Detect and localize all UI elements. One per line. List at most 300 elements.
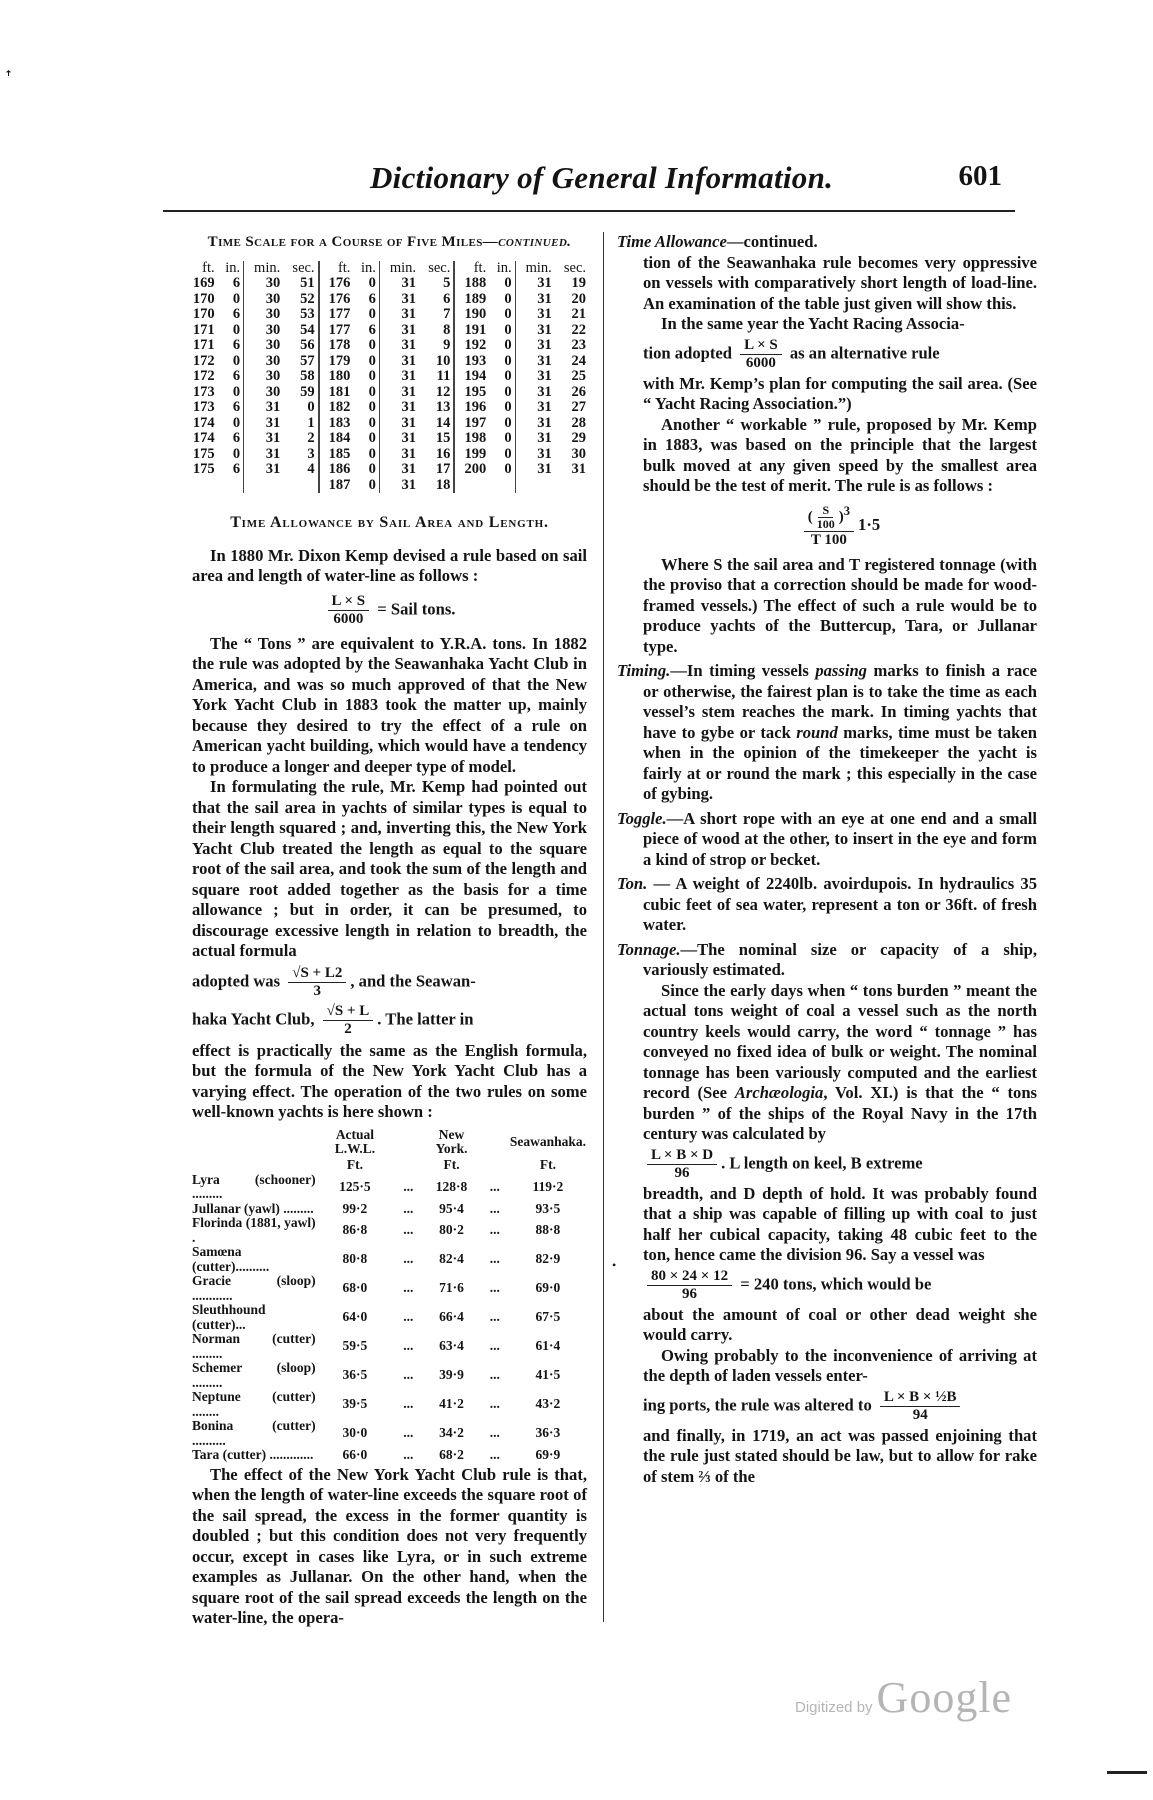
scale-cell: 0 [504, 306, 512, 322]
entry-toggle: Toggle.—A short rope with an eye at one end and a small piece of wood at the other, to insert in the eye and form a kind of strop or becket. [617, 808, 1037, 869]
scale-cell: 8 [443, 321, 451, 338]
scale-cell: 0 [504, 321, 512, 338]
scale-cell: 176 [319, 292, 354, 308]
scale-cell: 0 [232, 321, 241, 338]
formula-kemp: ( $\frac{S}{100}$ )$^3$ T 100 1·5 [617, 503, 1037, 549]
scale-cell: 31 [515, 354, 555, 370]
formula-numerator: L × S [328, 593, 370, 611]
scale-cell: 193 [454, 354, 489, 370]
scale-cell: 7 [443, 306, 451, 322]
dots: ... [489, 1425, 500, 1441]
scale-cell: 0 [504, 352, 512, 369]
scale-cell: 31 [515, 276, 555, 292]
scale-cell: 54 [300, 321, 315, 338]
scale-cell: 6 [232, 461, 241, 477]
scale-cell: 6 [232, 275, 241, 291]
scale-cell: 177 [319, 307, 354, 323]
dots: ... [403, 1396, 414, 1412]
scale-cell: 24 [571, 352, 586, 369]
scale-cell: 2 [307, 430, 315, 446]
yacht-seawanhaka: 36·3 [535, 1425, 561, 1441]
scale-cell: 27 [571, 399, 586, 415]
scale-cell: 0 [307, 399, 315, 415]
formula-text: = Sail tons. [377, 598, 456, 618]
scale-cell: 31 [379, 462, 419, 478]
yacht-seawanhaka: 93·5 [535, 1200, 561, 1216]
paragraph: In the same year the Yacht Racing Associa- [661, 314, 965, 333]
yacht-row [192, 1274, 587, 1303]
scale-cell: 51 [300, 275, 315, 291]
scale-cell: 3 [307, 445, 315, 462]
scale-cell: 31 [379, 416, 419, 432]
scale-cell: 59 [300, 383, 315, 400]
scale-cell: 6 [232, 337, 241, 353]
scale-cell: 178 [319, 338, 354, 354]
yacht-row [192, 1390, 587, 1419]
scale-row [184, 338, 589, 354]
scale-cell: 11 [436, 368, 451, 384]
scale-cell: 31 [244, 462, 284, 478]
scale-cell: 186 [319, 462, 354, 478]
paragraph-formula-line: $\frac{L \times B \times D}{96}$ . L length on keel, B extreme [617, 1147, 1037, 1182]
scale-cell: 31 [515, 416, 555, 432]
scale-cell: 187 [319, 478, 354, 494]
dots: ... [489, 1280, 500, 1296]
scale-cell: 190 [454, 307, 489, 323]
scale-cell: 26 [571, 383, 586, 400]
yacht-newyork: 41·2 [439, 1396, 464, 1412]
yacht-seawanhaka: 119·2 [532, 1178, 564, 1194]
yacht-newyork: 63·4 [439, 1338, 464, 1354]
scale-cell: 52 [300, 290, 315, 307]
scale-table-caption: Time Scale for a Course of Five Miles—continued. [207, 234, 572, 250]
yacht-seawanhaka: 61·4 [535, 1338, 561, 1354]
dots: ... [489, 1251, 500, 1267]
scale-col-header: min. [379, 261, 419, 277]
scale-cell: 19 [571, 275, 586, 291]
scale-cell: 31 [379, 431, 419, 447]
scale-cell: 16 [435, 445, 451, 462]
yacht-newyork: 95·4 [439, 1200, 464, 1216]
scale-col-header: ft. [319, 261, 354, 277]
scale-cell: 30 [244, 276, 284, 292]
scale-cell: 173 [192, 383, 215, 400]
yacht-seawanhaka: 69·9 [535, 1447, 561, 1462]
scale-cell: 175 [192, 461, 215, 477]
scale-cell: 31 [244, 447, 284, 463]
yacht-name: Bonina (cutter) .......... [192, 1418, 316, 1448]
scale-row [184, 369, 589, 385]
scale-cell: 0 [504, 383, 512, 400]
scale-cell: 56 [300, 337, 315, 353]
scale-header-row [184, 261, 589, 277]
entry-tonnage: Tonnage.—The nominal size or capacity of a ship, variously estimated. [617, 939, 1037, 980]
scale-cell: 179 [319, 354, 354, 370]
paragraph-formula-line: adopted was $\frac{√S + L2}{3}$ , and the Seawan- [192, 964, 476, 999]
paragraph: Since the early days when “ tons burden ” meant the actual tons weight of coal a vessel such as the north country keels would carry, the word “ tonnage ” has conveyed no fixed idea of bulk or weight. The nominal tonnage has been variously computed and the earliest record (See Archæologia, Vol. XI.) is that the “ tons burden ” of the ships of the Royal Navy in the 17th century was calculated by [643, 980, 1038, 1144]
scale-cell: 175 [192, 445, 215, 462]
scale-cell: 20 [571, 290, 586, 307]
scale-row [184, 462, 589, 478]
scale-cell: 171 [192, 321, 215, 338]
yacht-seawanhaka: 41·5 [535, 1367, 561, 1383]
scale-cell: 173 [192, 399, 215, 415]
yacht-units-row: Ft. Ft. Ft. [346, 1156, 556, 1172]
scale-cell: 180 [319, 369, 354, 385]
scale-cell: 23 [571, 337, 586, 353]
scale-cell: 170 [192, 306, 215, 322]
scale-cell: 185 [319, 447, 354, 463]
paragraph-formula-line: $\frac{80 \times 24 \times 12}{96}$ = 240 tons, which would be [617, 1268, 1037, 1303]
scale-cell: 172 [192, 368, 215, 384]
scale-cell: 58 [300, 368, 315, 384]
scale-cell: 0 [504, 414, 512, 431]
yacht-comparison-table [192, 1127, 587, 1463]
scale-cell [555, 478, 589, 494]
paragraph-formula-line: ing ports, the rule was altered to $\frac{\text{L × B × ½B}}{94}$ [617, 1389, 1037, 1424]
scale-cell: 31 [379, 338, 419, 354]
digitized-watermark: Digitized by Google [795, 1673, 1013, 1722]
scale-cell: 28 [571, 414, 586, 431]
scale-cell: 21 [571, 306, 586, 322]
yacht-seawanhaka: 43·2 [535, 1396, 561, 1412]
yacht-row [192, 1303, 587, 1332]
scale-cell: 177 [319, 323, 354, 339]
scale-cell: 0 [504, 445, 512, 462]
yacht-lwl: 99·2 [342, 1200, 368, 1216]
yacht-row [192, 1173, 587, 1202]
scale-col-header: in. [360, 259, 376, 276]
dots: ... [489, 1338, 500, 1354]
scale-col-header: in. [496, 259, 512, 276]
scale-cell: 0 [504, 399, 512, 415]
scale-cell: 0 [232, 352, 241, 369]
dots: ... [489, 1178, 500, 1194]
yacht-row [192, 1332, 587, 1361]
scale-cell: 0 [232, 290, 241, 307]
scale-cell: 172 [192, 352, 215, 369]
scale-cell: 17 [435, 461, 451, 477]
scale-cell: 13 [435, 399, 451, 415]
yacht-lwl: 39·5 [342, 1396, 368, 1412]
scale-col-header: in. [225, 259, 241, 276]
dots: ... [403, 1367, 414, 1383]
yacht-lwl: 86·8 [342, 1222, 368, 1238]
scale-cell: 191 [454, 323, 489, 339]
corner-mark [1107, 1771, 1147, 1774]
scale-cell [489, 478, 515, 494]
scale-cell: 0 [368, 275, 376, 291]
scale-row [184, 323, 589, 339]
paragraph: with Mr. Kemp’s plan for computing the sail area. (See “ Yacht Racing Association.”) [643, 373, 1037, 413]
scale-row [184, 276, 589, 292]
scale-cell: 169 [192, 275, 215, 291]
paragraph-formula-line: tion adopted $\frac{L \times S}{6000}$ as an alternative rule [643, 336, 940, 371]
dots: ... [403, 1280, 414, 1296]
scale-row [184, 447, 589, 463]
scale-row [184, 354, 589, 370]
scale-cell: 15 [435, 430, 451, 446]
scale-cell: 22 [571, 321, 586, 338]
scale-cell: 29 [571, 430, 586, 446]
yacht-newyork: 82·4 [439, 1251, 464, 1267]
col-header-newyork: New York. [435, 1126, 468, 1156]
yacht-row [192, 1419, 587, 1448]
scale-cell: 30 [244, 354, 284, 370]
scale-cell [283, 478, 318, 494]
scale-cell: 0 [368, 445, 376, 462]
yacht-header-row [192, 1127, 587, 1157]
yacht-row [192, 1202, 587, 1217]
yacht-lwl: 80·8 [342, 1251, 368, 1267]
scale-cell: 31 [379, 323, 419, 339]
formula-denominator: 6000 [333, 610, 364, 627]
entry-timing: Timing.—In timing vessels passing marks to finish a race or otherwise, the fairest plan is to take the time as each vessel’s stem reaches the mark. In timing yachts that have to gybe or tack round marks, time must be taken when in the opinion of the timekeeper the yacht is fairly at or round the mark ; this especially in the case of gybing. [617, 661, 1037, 804]
scale-cell: 30 [244, 292, 284, 308]
scale-cell: 194 [454, 369, 489, 385]
scale-cell: 0 [504, 368, 512, 384]
dots: ... [403, 1178, 414, 1194]
scale-cell: 31 [571, 461, 586, 477]
scale-cell: 30 [244, 385, 284, 401]
margin-bullet: • [612, 1258, 617, 1272]
paragraph: effect is practically the same as the English formula, but the formula of the New York Yacht Club has a varying effect. The operation of the two rules on some well-known yachts is here shown : [192, 1040, 587, 1121]
yacht-name: Neptune (cutter) ........ [192, 1389, 316, 1419]
dots: ... [403, 1222, 414, 1238]
yacht-name: Jullanar (yawl) ......... [192, 1200, 314, 1216]
dots: ... [403, 1447, 414, 1462]
yacht-lwl: 59·5 [342, 1338, 368, 1354]
scale-cell: 18 [435, 476, 451, 493]
right-column [617, 232, 1037, 1487]
scale-cell: 6 [232, 430, 241, 446]
formula-sail-tons [192, 593, 587, 628]
scale-cell: 0 [504, 430, 512, 446]
scale-cell: 0 [232, 414, 241, 431]
yacht-seawanhaka: 88·8 [535, 1222, 561, 1238]
scale-cell: 0 [368, 306, 376, 322]
dots: ... [403, 1338, 414, 1354]
paragraph: The effect of the New York Yacht Club rule is that, when the length of water-line exceeds the square root of the sail spread, the excess in the former quantity is doubled ; but this condition does not very frequently occur, except in cases like Lyra, or in such extreme examples as Jullanar. On the other hand, when the square root of the sail spread exceeds the length on the water-line, the opera- [192, 1464, 587, 1627]
scale-cell: 31 [515, 385, 555, 401]
scale-cell: 30 [571, 445, 586, 462]
scale-cell: 198 [454, 431, 489, 447]
yacht-newyork: 80·2 [439, 1222, 464, 1238]
paragraph: and finally, in 1719, an act was passed enjoining that the rule just stated should be law, but to allow for rake of stem ⅔ of the [643, 1425, 1037, 1486]
scale-cell: 197 [454, 416, 489, 432]
yacht-row [192, 1216, 587, 1245]
scale-row [184, 478, 589, 494]
yacht-seawanhaka: 69·0 [535, 1280, 561, 1296]
yacht-seawanhaka: 67·5 [535, 1309, 561, 1325]
yacht-seawanhaka: 82·9 [535, 1251, 561, 1267]
scale-row [184, 431, 589, 447]
scale-cell: 31 [379, 385, 419, 401]
yacht-name: Schemer (sloop) ......... [192, 1360, 316, 1390]
scale-body [184, 276, 589, 493]
scale-cell [515, 478, 555, 494]
scale-col-header: sec. [563, 259, 586, 276]
continued-heading: Time Allowance—continued. [617, 232, 818, 251]
scale-cell: 6 [232, 306, 241, 322]
scale-cell: 0 [368, 476, 376, 493]
scale-cell: 0 [368, 399, 376, 415]
paragraph: breadth, and D depth of hold. It was probably found that a ship was capable of filling up with coal to just half her cubical capacity, taking 48 cubic feet to the ton, hence came the division 96. Say a vessel was [643, 1183, 1037, 1265]
scale-cell: 6 [443, 290, 451, 307]
scale-cell: 0 [504, 461, 512, 477]
yacht-lwl: 66·0 [342, 1447, 368, 1462]
scale-cell: 30 [244, 338, 284, 354]
paragraph: In formulating the rule, Mr. Kemp had pointed out that the sail area in yachts of similar types is equal to their length squared ; and, inverting this, the New York Yacht Club treated the length as equal to the square root of the sail area, and took the sum of the length and square root added together as the basis for a time allowance ; but in order, it can be presumed, to discourage excessive length in relation to breadth, the actual formula [192, 777, 587, 960]
google-logo: Google [876, 1673, 1013, 1722]
paragraph: Owing probably to the inconvenience of arriving at the depth of laden vessels enter- [643, 1345, 1037, 1386]
yacht-newyork: 39·9 [439, 1367, 464, 1383]
entry-ton: Ton. — A weight of 2240lb. avoirdupois. In hydraulics 35 cubic feet of sea water, represent a ton or 36ft. of fresh water. [617, 874, 1037, 935]
dots: ... [489, 1200, 500, 1216]
scale-cell [218, 478, 244, 494]
scale-cell: 31 [379, 276, 419, 292]
scale-col-header: ft. [454, 261, 489, 277]
scale-row [184, 385, 589, 401]
dots: ... [403, 1425, 414, 1441]
yacht-row [192, 1361, 587, 1390]
scale-cell: 31 [515, 431, 555, 447]
yacht-row [192, 1448, 587, 1463]
scale-cell: 188 [454, 276, 489, 292]
paragraph-formula-line: haka Yacht Club, $\frac{√S + L}{2}$ . The latter in [192, 1002, 474, 1037]
scale-cell: 6 [232, 399, 241, 415]
scale-cell: 174 [192, 414, 215, 431]
yacht-lwl: 36·5 [342, 1367, 368, 1383]
scale-cell: 9 [443, 337, 451, 353]
scale-cell: 0 [368, 383, 376, 400]
section-heading: Time Allowance by Sail Area and Length. [230, 514, 549, 531]
margin-mark: ꜛ [5, 72, 12, 87]
header-rule [163, 210, 1015, 212]
yacht-body [192, 1173, 587, 1463]
yacht-row [192, 1245, 587, 1274]
scale-cell: 57 [300, 352, 315, 369]
scale-cell: 0 [368, 430, 376, 446]
scale-cell: 4 [307, 461, 315, 477]
scale-cell: 1 [307, 414, 315, 431]
left-column [192, 232, 587, 1629]
scale-cell: 31 [515, 462, 555, 478]
scale-cell: 31 [515, 400, 555, 416]
scale-cell: 6 [232, 368, 241, 384]
scale-cell: 0 [368, 368, 376, 384]
scale-cell: 31 [379, 400, 419, 416]
scale-cell: 31 [515, 369, 555, 385]
yacht-lwl: 64·0 [342, 1309, 368, 1325]
paragraph: about the amount of coal or other dead weight she would carry. [643, 1304, 1037, 1345]
yacht-name: Samœna (cutter).......... [192, 1244, 270, 1274]
dots: ... [489, 1396, 500, 1412]
scale-cell: 0 [504, 290, 512, 307]
scale-cell: 12 [435, 383, 451, 400]
scale-cell [244, 478, 284, 494]
time-scale-table [184, 261, 589, 494]
scale-cell: 6 [368, 321, 376, 338]
scale-cell: 10 [435, 352, 451, 369]
yacht-name: Sleuthhound (cutter)... [192, 1302, 266, 1332]
col-header-seawanhaka: Seawanhaka. [509, 1133, 586, 1149]
scale-col-header: sec. [428, 259, 451, 276]
scale-cell: 53 [300, 306, 315, 322]
scale-row [184, 416, 589, 432]
scale-cell: 0 [504, 275, 512, 291]
yacht-newyork: 34·2 [439, 1425, 464, 1441]
yacht-newyork: 128·8 [435, 1178, 468, 1194]
scale-cell: 31 [379, 307, 419, 323]
scale-cell: 0 [368, 461, 376, 477]
dots: ... [403, 1200, 414, 1216]
paragraph: Where S the sail area and T registered tonnage (with the proviso that a correction should be made for wood-framed vessels.) The effect of such a rule would be to produce yachts of the Buttercup, Tara, or Jullanar type. [643, 554, 1037, 656]
scale-cell: 192 [454, 338, 489, 354]
scale-col-header: min. [244, 261, 284, 277]
scale-cell: 31 [515, 307, 555, 323]
paragraph: The “ Tons ” are equivalent to Y.R.A. tons. In 1882 the rule was adopted by the Seawanhaka Yacht Club in America, and was so much approved of that the New York Yacht Club in 1883 took the matter up, mainly because they desired to try the effect of a rule on American yacht building, which would have a tendency to produce a longer and deeper type of model. [192, 633, 587, 776]
yacht-lwl: 125·5 [339, 1178, 371, 1194]
scale-cell: 31 [244, 416, 284, 432]
scale-cell: 0 [368, 414, 376, 431]
scale-cell: 170 [192, 290, 215, 307]
scale-cell: 0 [504, 337, 512, 353]
scale-cell: 189 [454, 292, 489, 308]
scale-cell [184, 478, 218, 494]
scale-cell: 183 [319, 416, 354, 432]
scale-cell: 31 [379, 478, 419, 494]
scale-cell: 31 [379, 292, 419, 308]
col-header-lwl: Actual L.W.L. [334, 1126, 376, 1156]
paragraph: tion of the Seawanhaka rule becomes very oppressive on vessels with comparatively short length of load-line. An examination of the table just given will show this. [643, 252, 1037, 313]
scale-cell: 6 [368, 290, 376, 307]
scale-cell: 31 [515, 447, 555, 463]
yacht-name: Gracie (sloop) ............ [192, 1273, 316, 1303]
yacht-name: Norman (cutter) ......... [192, 1331, 316, 1361]
yacht-newyork: 68·2 [439, 1447, 464, 1462]
yacht-name: Lyra (schooner) ......... [192, 1171, 316, 1201]
page-number: 601 [958, 160, 1002, 192]
yacht-newyork: 66·4 [439, 1309, 464, 1325]
scale-cell: 181 [319, 385, 354, 401]
scale-cell: 5 [443, 275, 451, 291]
dots: ... [489, 1367, 500, 1383]
dots: ... [489, 1447, 500, 1462]
scale-cell: 31 [379, 354, 419, 370]
scale-cell [454, 478, 489, 494]
scale-cell: 171 [192, 337, 215, 353]
scale-cell: 30 [244, 307, 284, 323]
scale-row [184, 307, 589, 323]
scale-cell: 31 [515, 323, 555, 339]
scale-cell: 31 [379, 369, 419, 385]
column-divider [603, 232, 604, 1622]
scale-row [184, 292, 589, 308]
scale-cell: 199 [454, 447, 489, 463]
scale-col-header: min. [515, 261, 555, 277]
dots: ... [403, 1251, 414, 1267]
scale-cell: 176 [319, 276, 354, 292]
scale-col-header: sec. [292, 259, 315, 276]
scale-cell: 184 [319, 431, 354, 447]
dots: ... [403, 1309, 414, 1325]
scale-cell: 30 [244, 369, 284, 385]
yacht-lwl: 68·0 [342, 1280, 368, 1296]
yacht-name: Florinda (1881, yawl) . [192, 1215, 316, 1245]
scale-cell: 0 [232, 445, 241, 462]
scale-row [184, 400, 589, 416]
